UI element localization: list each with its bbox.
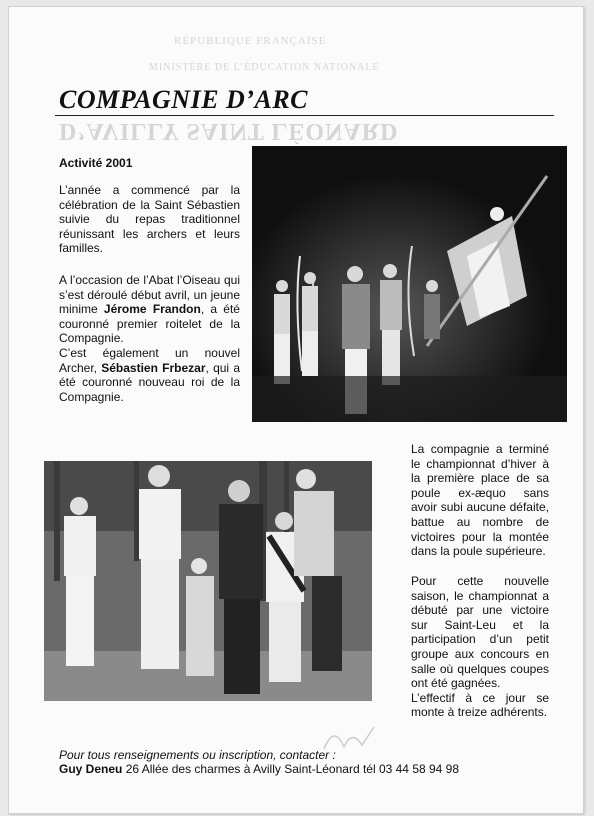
bleedthrough-text-1: RÉPUBLIQUE FRANÇAISE	[174, 35, 327, 47]
name-jerome-frandon: Jérome Frandon	[103, 302, 201, 317]
archers-group-image	[44, 461, 372, 701]
archers-group-photo	[44, 461, 372, 701]
paragraph-3-text: La compagnie a terminé le championnat d’hiver à la première place de sa poule ex-æquo sans avoir subi aucune défaite, battue au nombre de victoires pour la montée dans la poule supérieure.	[411, 442, 549, 559]
paragraph-4	[411, 574, 549, 720]
name-sebastien-frbezar: Sébastien Frbezar	[101, 360, 206, 375]
archers-ceremony-image	[252, 146, 567, 422]
paragraph-3	[411, 442, 549, 559]
contact-details: 26 Allée des charmes à Avilly Saint-Léonard tél 03 44 58 94 98	[122, 762, 460, 776]
archers-ceremony-photo	[252, 146, 567, 422]
paragraph-2-part-1: A l’occasion de l’Abat l’Oiseau qui s’est déroulé début avril, un jeune minime	[59, 273, 240, 317]
paragraph-2-line-1	[59, 273, 240, 346]
contact-name: Guy Deneu	[59, 762, 123, 776]
section-title: Activité 2001	[59, 156, 133, 170]
bleedthrough-text-3: D’AVILLY SAINT LÉONARD	[59, 118, 399, 144]
contact-intro: Pour tous renseignements ou inscription, contacter :	[59, 748, 336, 762]
paragraph-2-line-2	[59, 346, 240, 404]
paragraph-2-part-2: , a été couronné premier roitelet de la Compagnie.	[59, 302, 240, 346]
bleedthrough-text-2: MINISTÈRE DE L’ÉDUCATION NATIONALE	[149, 62, 380, 73]
paragraph-4-text: Pour cette nouvelle saison, le championnat a débuté par une victoire sur Saint-Leu et la participation d’un petit groupe aux concours en salle où quelques coupes ont été gagnées.	[411, 574, 549, 691]
title-rule	[55, 115, 554, 116]
paragraph-1-text: L’année a commencé par la célébration de la Saint Sébastien suivie du repas traditionnel réunissant les archers et leurs familles.	[59, 183, 240, 256]
document-page	[8, 6, 584, 814]
paragraph-2-part-4: , qui a été couronné nouveau roi de la Compagnie.	[59, 360, 240, 404]
paragraph-1	[59, 183, 240, 256]
page-title: COMPAGNIE D’ARC	[59, 85, 309, 114]
paragraph-2-part-3: C’est également un nouvel Archer,	[59, 345, 240, 375]
paragraph-4-members: L’effectif à ce jour se monte à treize adhérents.	[411, 690, 549, 720]
contact-line	[59, 762, 459, 776]
paragraph-2	[59, 273, 240, 404]
